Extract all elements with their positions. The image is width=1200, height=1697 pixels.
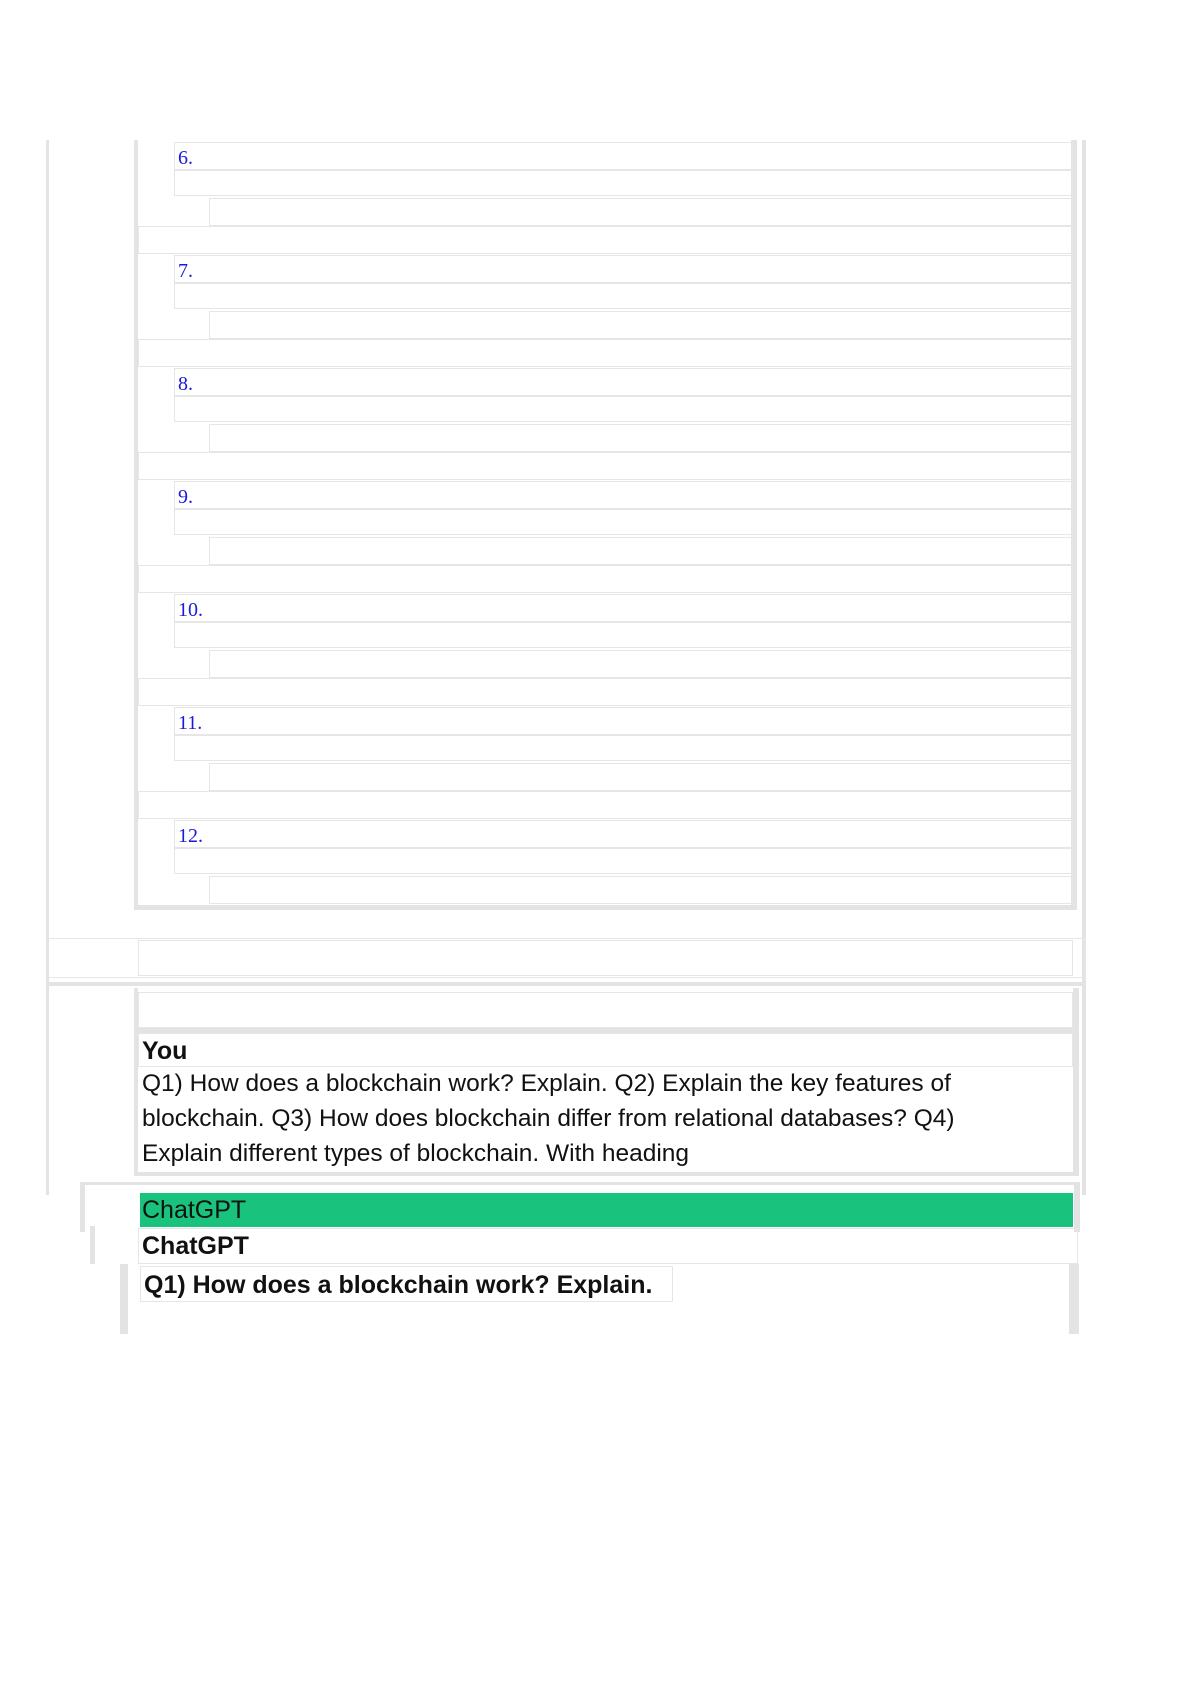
list-item-answer-cell <box>209 311 1073 339</box>
list-item-spacer-cell <box>174 396 1073 422</box>
list-item-answer-cell <box>209 424 1073 452</box>
list-item-separator <box>138 791 1073 819</box>
list-item-number-cell <box>174 820 1073 848</box>
assistant-banner-label: ChatGPT <box>142 1196 247 1224</box>
user-message-top-cell <box>138 992 1073 1028</box>
list-item-spacer-cell <box>174 622 1073 648</box>
list-item-spacer-cell <box>174 170 1073 196</box>
list-item-separator <box>138 226 1073 254</box>
list-item-number-cell <box>174 594 1073 622</box>
list-item-number-cell <box>174 481 1073 509</box>
list-item-number-cell <box>174 368 1073 396</box>
assistant-banner <box>140 1193 1073 1227</box>
list-item-number: 12. <box>178 825 203 847</box>
list-item-answer-cell <box>209 198 1073 226</box>
list-item-answer-cell <box>209 650 1073 678</box>
list-item-separator <box>138 452 1073 480</box>
list-item-number-cell <box>174 142 1073 170</box>
list-item-spacer-cell <box>174 735 1073 761</box>
outer-left-rail <box>46 140 49 1195</box>
list-item-separator <box>138 339 1073 367</box>
list-item-number: 11. <box>178 712 203 734</box>
list-item-answer-cell <box>209 537 1073 565</box>
assistant-author-label: ChatGPT <box>142 1232 249 1260</box>
assistant-heading: Q1) How does a blockchain work? Explain. <box>144 1271 653 1299</box>
outer-right-rail <box>1082 140 1086 1195</box>
list-item-number-cell <box>174 707 1073 735</box>
list-item-number: 8. <box>178 373 193 395</box>
list-item-separator <box>138 678 1073 706</box>
list-item-spacer-cell <box>174 509 1073 535</box>
user-message-line: blockchain. Q3) How does blockchain differ from relational databases? Q4) <box>142 1105 955 1132</box>
list-item-separator <box>138 565 1073 593</box>
assistant-left-rail-2 <box>90 1226 95 1264</box>
assistant-banner-fill <box>140 1193 1073 1227</box>
user-author-label: You <box>142 1037 188 1065</box>
user-message-line: Q1) How does a blockchain work? Explain. Q2) Explain the key features of <box>142 1070 951 1097</box>
list-item-answer-cell <box>209 763 1073 791</box>
user-message-line: Explain different types of blockchain. With heading <box>142 1140 690 1167</box>
separator-inner-cell <box>138 940 1073 976</box>
user-author-row <box>138 1033 1073 1067</box>
section-divider <box>46 982 1086 986</box>
list-item-spacer-cell <box>174 283 1073 309</box>
user-message-body <box>142 1072 1072 1177</box>
list-item-number: 9. <box>178 486 193 508</box>
assistant-right-rail <box>1069 1264 1079 1334</box>
assistant-author-row <box>138 1228 1078 1264</box>
list-item-number: 7. <box>178 260 193 282</box>
list-item-spacer-cell <box>174 848 1073 874</box>
list-item-number-cell <box>174 255 1073 283</box>
list-item-answer-cell <box>209 876 1073 904</box>
assistant-left-rail-3 <box>120 1264 128 1334</box>
list-item-number: 6. <box>178 147 193 169</box>
list-item-number: 10. <box>178 599 203 621</box>
